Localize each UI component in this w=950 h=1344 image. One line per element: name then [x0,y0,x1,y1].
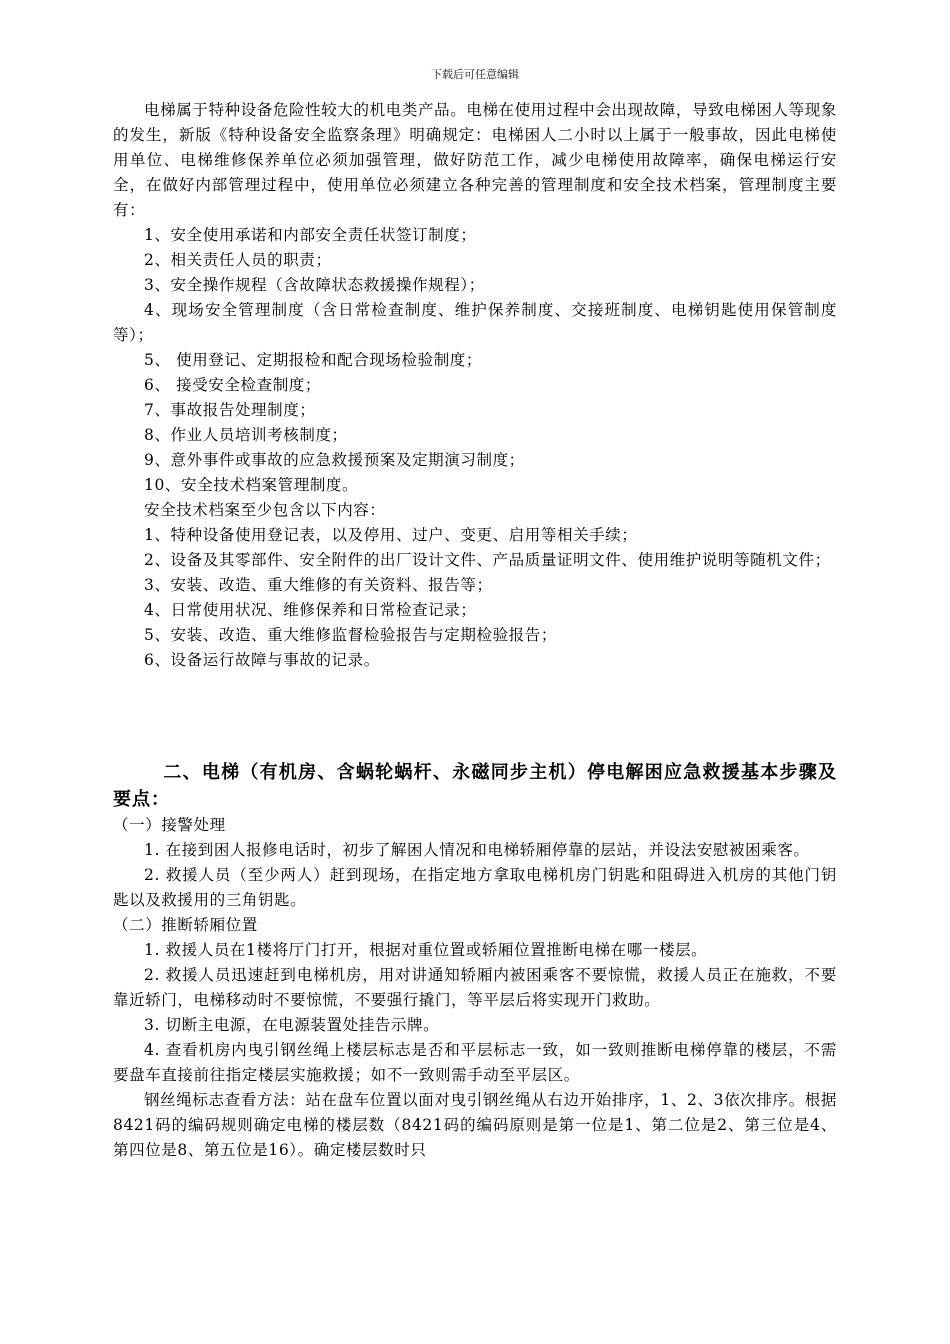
step-item: 3. 切断主电源，在电源装置处挂告示牌。 [144,1016,440,1034]
archive-intro: 安全技术档案至少包含以下内容： [144,501,386,519]
management-item: 3、安全操作规程（含故障状态救援操作规程）； [144,276,485,294]
step-item: 4. 查看机房内曳引钢丝绳上楼层标志是否和平层标志一致，如一致则推断电梯停靠的楼层，不需要盘车直接前往指定楼层实施救援；如不一致则需手动至平层区。 [113,1041,837,1084]
management-item: 5、 使用登记、定期报检和配合现场检验制度； [144,351,482,369]
archive-item: 3、安装、改造、重大维修的有关资料、报告等； [144,576,493,594]
section2-heading: 二、电梯（有机房、含蜗轮蜗杆、永磁同步主机）停电解困应急救援基本步骤及要点： [113,762,837,810]
archive-item: 1、特种设备使用登记表，以及停用、过户、变更、启用等相关手续； [144,526,638,544]
subsection-title: （二）推断轿厢位置 [113,916,258,934]
management-item: 8、作业人员培训考核制度； [144,426,348,444]
management-item: 6、 接受安全检查制度； [144,376,321,394]
management-item: 1、安全使用承诺和内部安全责任状签订制度； [144,226,477,244]
step-item: 2. 救援人员（至少两人）赶到现场，在指定地方拿取电梯机房门钥匙和阻碍进入机房的其他门钥匙以及救援用的三角钥匙。 [113,866,837,909]
management-item: 2、相关责任人员的职责； [144,251,332,269]
step-item: 2. 救援人员迅速赶到电梯机房，用对讲通知轿厢内被困乘客不要惊慌，救援人员正在施救，不要靠近轿门，电梯移动时不要惊慌，不要强行撬门，等平层后将实现开门救助。 [113,966,837,1009]
page-header: 下载后可任意编辑 [431,68,519,81]
step-item: 1. 在接到困人报修电话时，初步了解困人情况和电梯轿厢停靠的层站，并设法安慰被困乘客。 [144,841,810,859]
intro-paragraph: 电梯属于特种设备危险性较大的机电类产品。电梯在使用过程中会出现故障，导致电梯困人等现象的发生，新版《特种设备安全监察条理》明确规定：电梯困人二小时以上属于一般事故，因此电梯使用单位、电梯维修保养单位必须加强管理，做好防范工作，减少电梯使用故障率，确保电梯运行安全，在做好内部管理过程中，使用单位必须建立各种完善的管理制度和安全技术档案，管理制度主要有： [113,101,837,219]
management-item: 9、意外事件或事故的应急救援预案及定期演习制度； [144,451,525,469]
document-body [113,98,837,1163]
section-spacer [113,673,837,759]
archive-item: 4、日常使用状况、维修保养和日常检查记录； [144,601,477,619]
subsection-title: （一）接警处理 [113,816,226,834]
archive-item: 5、安装、改造、重大维修监督检验报告与定期检验报告； [144,626,557,644]
management-item: 7、事故报告处理制度； [144,401,316,419]
step-item: 钢丝绳标志查看方法：站在盘车位置以面对曳引钢丝绳从右边开始排序，1、2、3依次排序。根据8421码的编码规则确定电梯的楼层数（8421码的编码原则是第一位是1、第二位是2、第三位是4、第四位是8、第五位是16）。确定楼层数时只 [113,1091,837,1159]
management-item: 10、安全技术档案管理制度。 [144,476,359,494]
archive-item: 6、设备运行故障与事故的记录。 [144,651,380,669]
step-item: 1. 救援人员在1楼将厅门打开，根据对重位置或轿厢位置推断电梯在哪一楼层。 [144,941,708,959]
management-item: 4、现场安全管理制度（含日常检查制度、维护保养制度、交接班制度、电梯钥匙使用保管制度等）； [113,301,837,344]
archive-item: 2、设备及其零部件、安全附件的出厂设计文件、产品质量证明文件、使用维护说明等随机文件； [144,551,831,569]
